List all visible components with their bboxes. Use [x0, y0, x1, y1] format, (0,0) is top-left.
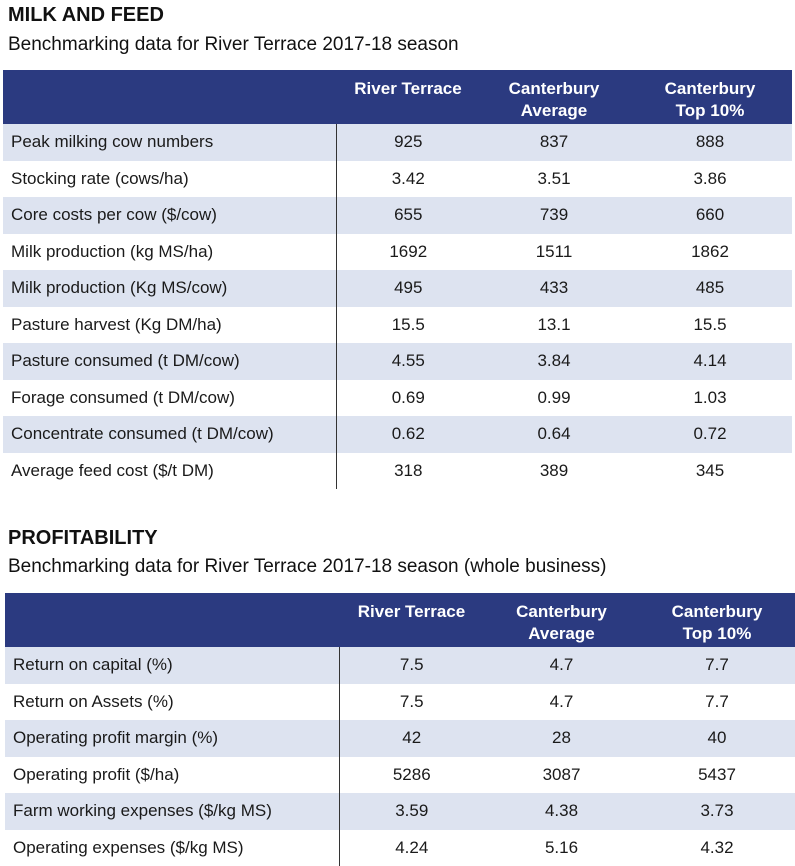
- canterbury-top10-value: 1862: [628, 234, 792, 271]
- header-canterbury-top10: [628, 70, 792, 124]
- canterbury-top10-value: 7.7: [639, 647, 795, 684]
- canterbury-average-value: 0.99: [480, 380, 628, 417]
- canterbury-top10-value: 485: [628, 270, 792, 307]
- canterbury-average-value: 0.64: [480, 416, 628, 453]
- row-label: Milk production (Kg MS/cow): [3, 270, 336, 307]
- header-canterbury-average: [480, 70, 628, 124]
- canterbury-average-value: 13.1: [480, 307, 628, 344]
- header-label: Top 10%: [676, 101, 745, 120]
- river-terrace-value: 3.42: [336, 161, 480, 198]
- canterbury-average-value: 3.84: [480, 343, 628, 380]
- profitability-table: [5, 593, 795, 866]
- row-label: Core costs per cow ($/cow): [3, 197, 336, 234]
- header-canterbury-top10: [639, 593, 795, 647]
- row-label: Peak milking cow numbers: [3, 124, 336, 161]
- header-label: Average: [521, 101, 587, 120]
- header-label: Top 10%: [683, 624, 752, 643]
- row-label: Return on capital (%): [5, 647, 339, 684]
- header-label: Canterbury: [665, 79, 756, 98]
- row-label: Return on Assets (%): [5, 684, 339, 721]
- row-label: Average feed cost ($/t DM): [3, 453, 336, 490]
- row-label: Pasture consumed (t DM/cow): [3, 343, 336, 380]
- header-label: Canterbury: [672, 602, 763, 621]
- milk-feed-title: MILK AND FEED: [8, 4, 164, 27]
- table-row: [3, 307, 792, 344]
- river-terrace-value: 7.5: [339, 684, 484, 721]
- river-terrace-value: 495: [336, 270, 480, 307]
- header-river-terrace: [336, 70, 480, 124]
- table-row: [5, 684, 795, 721]
- river-terrace-value: 42: [339, 720, 484, 757]
- milk-feed-table-body: [3, 124, 792, 489]
- canterbury-top10-value: 4.14: [628, 343, 792, 380]
- header-label: River Terrace: [358, 602, 465, 621]
- row-label: Operating profit ($/ha): [5, 757, 339, 794]
- river-terrace-value: 0.62: [336, 416, 480, 453]
- canterbury-average-value: 4.38: [484, 793, 639, 830]
- table-row: [3, 161, 792, 198]
- river-terrace-value: 925: [336, 124, 480, 161]
- river-terrace-value: 1692: [336, 234, 480, 271]
- table-row: [3, 380, 792, 417]
- table-row: [3, 416, 792, 453]
- row-label: Milk production (kg MS/ha): [3, 234, 336, 271]
- table-row: [3, 343, 792, 380]
- river-terrace-value: 318: [336, 453, 480, 490]
- header-label: River Terrace: [354, 79, 461, 98]
- row-label: Concentrate consumed (t DM/cow): [3, 416, 336, 453]
- table-row: [3, 234, 792, 271]
- row-label: Stocking rate (cows/ha): [3, 161, 336, 198]
- river-terrace-value: 5286: [339, 757, 484, 794]
- river-terrace-value: 4.24: [339, 830, 484, 866]
- canterbury-top10-value: 7.7: [639, 684, 795, 721]
- table-header-row: [5, 593, 795, 647]
- profitability-subtitle: Benchmarking data for River Terrace 2017-18 season (whole business): [8, 556, 606, 578]
- header-label: Canterbury: [509, 79, 600, 98]
- canterbury-average-value: 5.16: [484, 830, 639, 866]
- canterbury-average-value: 739: [480, 197, 628, 234]
- header-canterbury-average: [484, 593, 639, 647]
- canterbury-average-value: 28: [484, 720, 639, 757]
- header-river-terrace: [339, 593, 484, 647]
- canterbury-average-value: 433: [480, 270, 628, 307]
- canterbury-average-value: 837: [480, 124, 628, 161]
- row-label: Forage consumed (t DM/cow): [3, 380, 336, 417]
- river-terrace-value: 0.69: [336, 380, 480, 417]
- canterbury-average-value: 4.7: [484, 647, 639, 684]
- table-row: [5, 647, 795, 684]
- table-row: [3, 453, 792, 490]
- river-terrace-value: 655: [336, 197, 480, 234]
- header-metric: [3, 70, 336, 124]
- row-label: Pasture harvest (Kg DM/ha): [3, 307, 336, 344]
- table-header-row: [3, 70, 792, 124]
- milk-feed-subtitle: Benchmarking data for River Terrace 2017-18 season: [8, 34, 459, 56]
- canterbury-average-value: 389: [480, 453, 628, 490]
- header-label: Canterbury: [516, 602, 607, 621]
- canterbury-top10-value: 888: [628, 124, 792, 161]
- row-label: Farm working expenses ($/kg MS): [5, 793, 339, 830]
- table-row: [5, 793, 795, 830]
- canterbury-top10-value: 5437: [639, 757, 795, 794]
- canterbury-top10-value: 15.5: [628, 307, 792, 344]
- table-row: [5, 757, 795, 794]
- canterbury-top10-value: 345: [628, 453, 792, 490]
- canterbury-top10-value: 660: [628, 197, 792, 234]
- table-row: [5, 720, 795, 757]
- milk-feed-table: [3, 70, 792, 489]
- table-row: [3, 197, 792, 234]
- canterbury-top10-value: 1.03: [628, 380, 792, 417]
- table-row: [3, 124, 792, 161]
- river-terrace-value: 7.5: [339, 647, 484, 684]
- canterbury-top10-value: 4.32: [639, 830, 795, 866]
- profitability-title: PROFITABILITY: [8, 527, 158, 550]
- row-label: Operating expenses ($/kg MS): [5, 830, 339, 866]
- canterbury-top10-value: 40: [639, 720, 795, 757]
- canterbury-top10-value: 3.73: [639, 793, 795, 830]
- river-terrace-value: 3.59: [339, 793, 484, 830]
- river-terrace-value: 15.5: [336, 307, 480, 344]
- canterbury-average-value: 1511: [480, 234, 628, 271]
- profitability-table-body: [5, 647, 795, 866]
- header-metric: [5, 593, 339, 647]
- canterbury-top10-value: 0.72: [628, 416, 792, 453]
- row-label: Operating profit margin (%): [5, 720, 339, 757]
- canterbury-average-value: 3087: [484, 757, 639, 794]
- table-row: [3, 270, 792, 307]
- canterbury-average-value: 4.7: [484, 684, 639, 721]
- canterbury-top10-value: 3.86: [628, 161, 792, 198]
- canterbury-average-value: 3.51: [480, 161, 628, 198]
- header-label: Average: [528, 624, 594, 643]
- river-terrace-value: 4.55: [336, 343, 480, 380]
